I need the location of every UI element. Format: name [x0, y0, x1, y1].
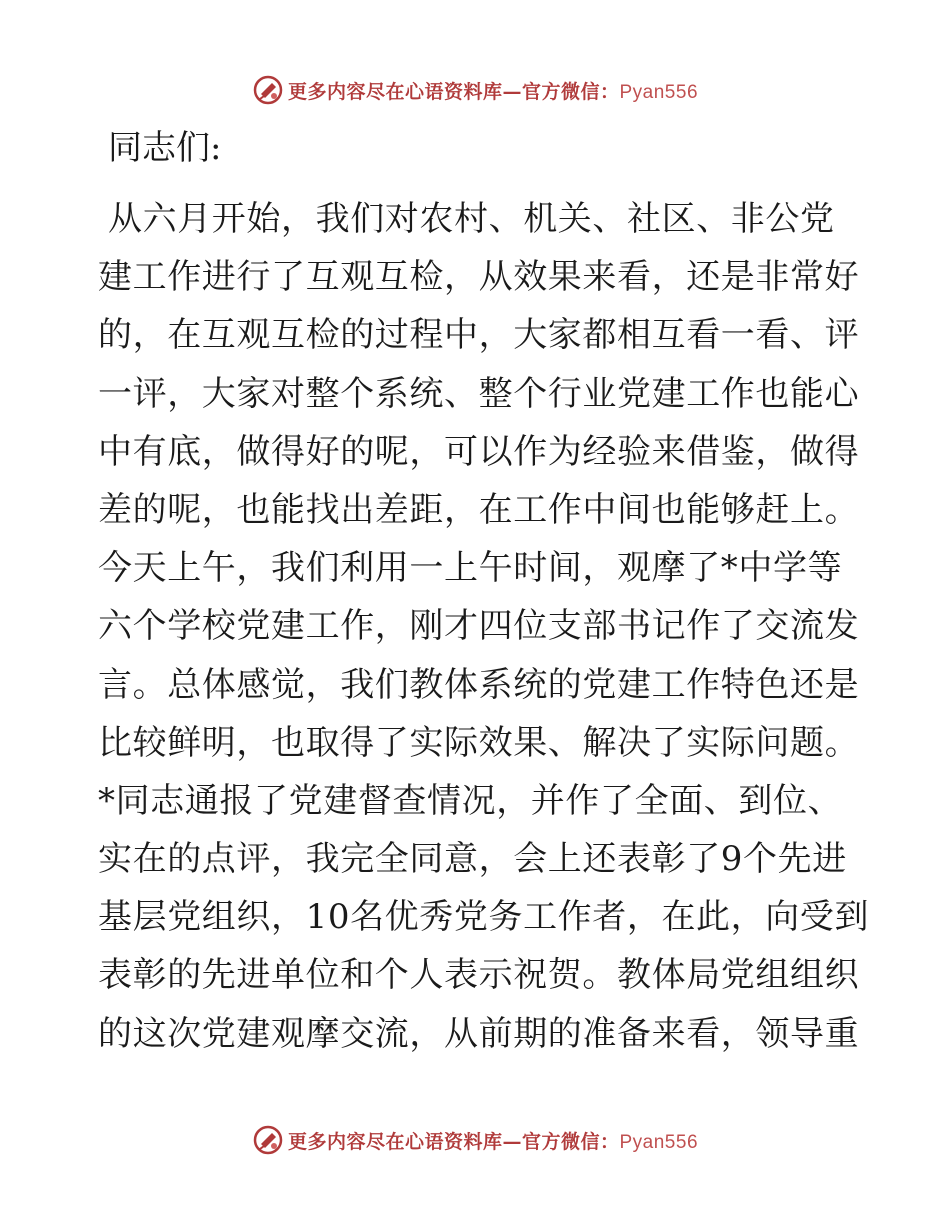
logo-icon	[252, 74, 284, 106]
document-body	[98, 190, 870, 1063]
text-line: 建工作进行了互观互检，从效果来看，还是非常好	[98, 257, 860, 298]
text-line: 表彰的先进单位和个人表示祝贺。教体局党组组织	[98, 955, 860, 996]
watermark-id: Pyan556	[619, 81, 699, 103]
text-line: 六个学校党建工作，刚才四位支部书记作了交流发	[98, 606, 860, 647]
watermark-id: Pyan556	[619, 1131, 699, 1153]
text-line: 实在的点评，我完全同意，会上还表彰了9个先进	[98, 839, 847, 880]
watermark-text: 更多内容尽在心语资料库—官方微信：Pyan556	[287, 1130, 699, 1153]
text-line: 比较鲜明，也取得了实际效果、解决了实际问题。	[98, 722, 860, 763]
text-line: 的，在互观互检的过程中，大家都相互看一看、评	[98, 315, 860, 356]
header-watermark	[0, 70, 950, 110]
text-line: 一评，大家对整个系统、整个行业党建工作也能心	[98, 373, 860, 414]
text-line: 今天上午，我们利用一上午时间，观摩了*中学等	[98, 548, 843, 589]
text-line: 从六月开始，我们对农村、机关、社区、非公党	[108, 199, 835, 239]
greeting: 同志们:	[108, 128, 222, 168]
watermark-text: 更多内容尽在心语资料库—官方微信：Pyan556	[287, 80, 699, 103]
text-line: 中有底，做得好的呢，可以作为经验来借鉴，做得	[98, 431, 860, 472]
text-line: 基层党组织，10名优秀党务工作者，在此，向受到	[98, 897, 870, 938]
text-line: 言。总体感觉，我们教体系统的党建工作特色还是	[98, 664, 860, 705]
footer-watermark	[0, 1120, 950, 1160]
logo-icon	[252, 1124, 284, 1156]
text-line: *同志通报了党建督查情况，并作了全面、到位、	[98, 780, 843, 821]
text-line: 差的呢，也能找出差距，在工作中间也能够赶上。	[98, 489, 860, 530]
text-line: 的这次党建观摩交流，从前期的准备来看，领导重	[98, 1013, 860, 1054]
